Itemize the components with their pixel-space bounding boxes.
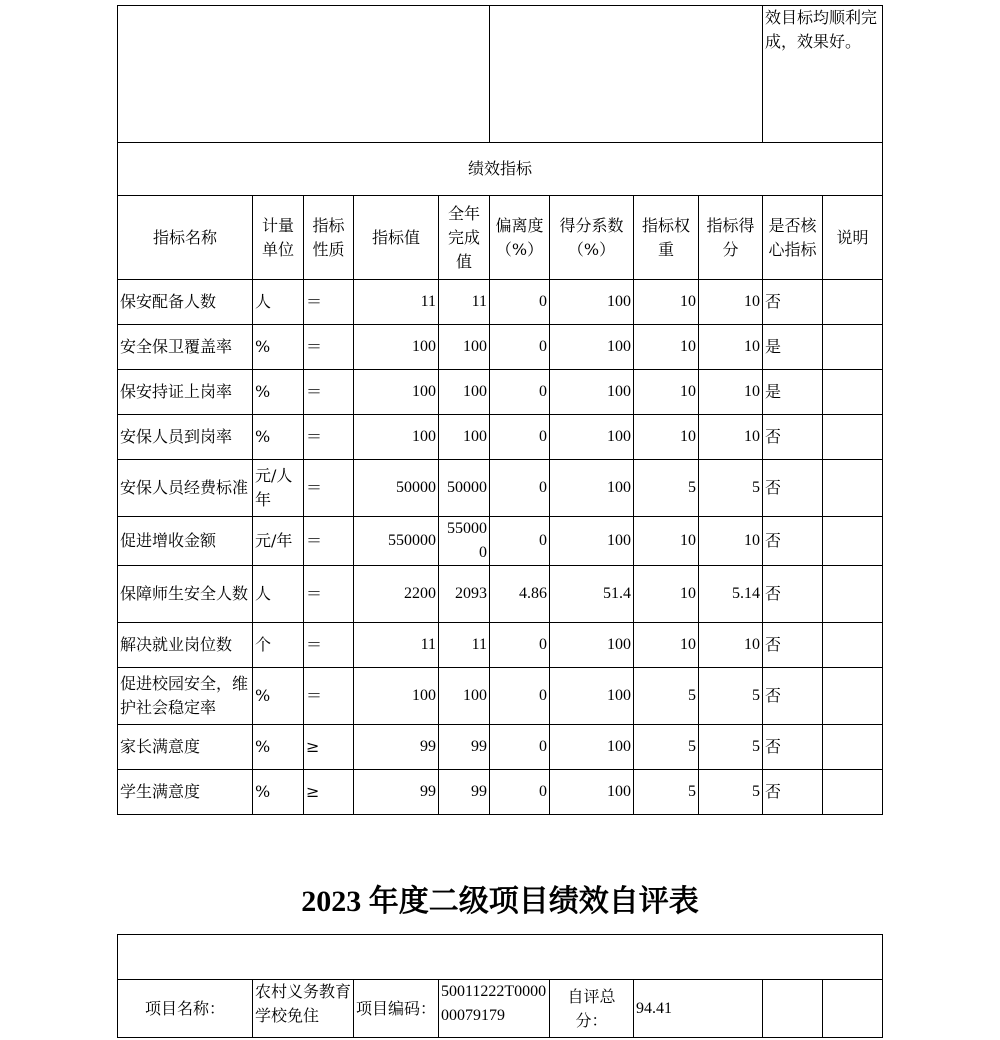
- indicator-row: [118, 725, 883, 770]
- score-cell: 10: [699, 517, 763, 566]
- coefficient-cell: 100: [550, 280, 634, 325]
- deviation-cell: 0: [490, 415, 550, 460]
- indicator-name-cell: 学生满意度: [118, 770, 253, 815]
- weight-cell: 5: [634, 770, 699, 815]
- deviation-cell: 0: [490, 280, 550, 325]
- unit-cell: 个: [253, 623, 304, 668]
- target-value-cell: 100: [354, 370, 439, 415]
- indicator-row: [118, 566, 883, 623]
- weight-cell: 5: [634, 460, 699, 517]
- weight-cell: 10: [634, 280, 699, 325]
- form-empty-cell: [823, 980, 883, 1038]
- note-cell: [823, 280, 883, 325]
- coefficient-cell: 100: [550, 770, 634, 815]
- deviation-cell: 0: [490, 668, 550, 725]
- nature-cell: ＝: [304, 280, 354, 325]
- unit-cell: %: [253, 415, 304, 460]
- deviation-cell: 4.86: [490, 566, 550, 623]
- target-value-cell: 50000: [354, 460, 439, 517]
- score-cell: 5.14: [699, 566, 763, 623]
- note-cell: [823, 370, 883, 415]
- header-deviation: 偏离度（%）: [490, 196, 550, 280]
- project-name-value: 农村义务教育学校免住: [253, 980, 354, 1038]
- indicator-name-cell: 保障师生安全人数: [118, 566, 253, 623]
- indicator-row: [118, 415, 883, 460]
- note-cell: [823, 517, 883, 566]
- indicator-row: [118, 668, 883, 725]
- unit-cell: 元/人年: [253, 460, 304, 517]
- core-indicator-cell: 否: [763, 415, 823, 460]
- indicator-row: [118, 370, 883, 415]
- deviation-cell: 0: [490, 517, 550, 566]
- core-indicator-cell: 否: [763, 668, 823, 725]
- nature-cell: ≥: [304, 725, 354, 770]
- note-cell: [823, 566, 883, 623]
- coefficient-cell: 100: [550, 517, 634, 566]
- header-coefficient: 得分系数（%）: [550, 196, 634, 280]
- indicator-row: [118, 623, 883, 668]
- nature-cell: ≥: [304, 770, 354, 815]
- core-indicator-cell: 否: [763, 280, 823, 325]
- deviation-cell: 0: [490, 325, 550, 370]
- actual-value-cell: 550000: [439, 517, 490, 566]
- weight-cell: 10: [634, 623, 699, 668]
- unit-cell: %: [253, 370, 304, 415]
- score-cell: 10: [699, 623, 763, 668]
- actual-value-cell: 11: [439, 623, 490, 668]
- coefficient-cell: 51.4: [550, 566, 634, 623]
- target-value-cell: 550000: [354, 517, 439, 566]
- score-cell: 10: [699, 370, 763, 415]
- unit-cell: %: [253, 668, 304, 725]
- top-note-text: 效目标均顺利完成，效果好。: [765, 8, 878, 51]
- nature-cell: ＝: [304, 566, 354, 623]
- project-code-label: 项目编码：: [354, 980, 439, 1038]
- actual-value-cell: 100: [439, 325, 490, 370]
- core-indicator-cell: 否: [763, 460, 823, 517]
- indicator-row: [118, 517, 883, 566]
- target-value-cell: 100: [354, 668, 439, 725]
- indicator-name-cell: 保安配备人数: [118, 280, 253, 325]
- actual-value-cell: 2093: [439, 566, 490, 623]
- indicator-name-cell: 安全保卫覆盖率: [118, 325, 253, 370]
- core-indicator-cell: 是: [763, 370, 823, 415]
- target-value-cell: 11: [354, 280, 439, 325]
- coefficient-cell: 100: [550, 370, 634, 415]
- form-info-row: [118, 980, 883, 1038]
- nature-cell: ＝: [304, 517, 354, 566]
- score-cell: 5: [699, 668, 763, 725]
- header-actual: 全年完成值: [439, 196, 490, 280]
- weight-cell: 10: [634, 566, 699, 623]
- header-target: 指标值: [354, 196, 439, 280]
- indicator-row: [118, 280, 883, 325]
- actual-value-cell: 50000: [439, 460, 490, 517]
- core-indicator-cell: 否: [763, 725, 823, 770]
- section-header: 绩效指标: [118, 143, 883, 196]
- nature-cell: ＝: [304, 415, 354, 460]
- score-cell: 5: [699, 725, 763, 770]
- header-unit: 计量单位: [253, 196, 304, 280]
- nature-cell: ＝: [304, 668, 354, 725]
- indicator-name-cell: 保安持证上岗率: [118, 370, 253, 415]
- project-code-value: 50011222T000000079179: [439, 980, 550, 1038]
- project-name-label: 项目名称：: [118, 980, 253, 1038]
- indicator-name-cell: 安保人员经费标准: [118, 460, 253, 517]
- deviation-cell: 0: [490, 770, 550, 815]
- header-nature: 指标性质: [304, 196, 354, 280]
- core-indicator-cell: 否: [763, 566, 823, 623]
- nature-cell: ＝: [304, 623, 354, 668]
- core-indicator-cell: 否: [763, 623, 823, 668]
- self-score-value: 94.41: [634, 980, 763, 1038]
- unit-cell: %: [253, 725, 304, 770]
- actual-value-cell: 100: [439, 668, 490, 725]
- self-score-label: 自评总分：: [550, 980, 634, 1038]
- target-value-cell: 99: [354, 725, 439, 770]
- note-cell: [823, 415, 883, 460]
- note-cell: [823, 325, 883, 370]
- note-cell: [823, 623, 883, 668]
- top-note-cell: [763, 6, 883, 143]
- top-middle-cell: [490, 6, 763, 143]
- coefficient-cell: 100: [550, 325, 634, 370]
- indicator-row: [118, 770, 883, 815]
- nature-cell: ＝: [304, 325, 354, 370]
- top-left-cell: [118, 6, 490, 143]
- deviation-cell: 0: [490, 725, 550, 770]
- nature-cell: ＝: [304, 370, 354, 415]
- score-cell: 10: [699, 280, 763, 325]
- unit-cell: %: [253, 325, 304, 370]
- score-cell: 10: [699, 415, 763, 460]
- coefficient-cell: 100: [550, 725, 634, 770]
- weight-cell: 5: [634, 725, 699, 770]
- unit-cell: 人: [253, 566, 304, 623]
- coefficient-cell: 100: [550, 623, 634, 668]
- unit-cell: 元/年: [253, 517, 304, 566]
- unit-cell: %: [253, 770, 304, 815]
- header-core: 是否核心指标: [763, 196, 823, 280]
- performance-indicator-table: [117, 5, 883, 815]
- core-indicator-cell: 否: [763, 770, 823, 815]
- header-weight: 指标权重: [634, 196, 699, 280]
- target-value-cell: 100: [354, 415, 439, 460]
- weight-cell: 10: [634, 325, 699, 370]
- deviation-cell: 0: [490, 370, 550, 415]
- form-empty-cell: [763, 980, 823, 1038]
- score-cell: 5: [699, 460, 763, 517]
- score-cell: 5: [699, 770, 763, 815]
- target-value-cell: 11: [354, 623, 439, 668]
- coefficient-cell: 100: [550, 668, 634, 725]
- indicator-row: [118, 325, 883, 370]
- core-indicator-cell: 是: [763, 325, 823, 370]
- deviation-cell: 0: [490, 623, 550, 668]
- note-cell: [823, 770, 883, 815]
- target-value-cell: 100: [354, 325, 439, 370]
- header-indicator-name: 指标名称: [118, 196, 253, 280]
- coefficient-cell: 100: [550, 460, 634, 517]
- note-cell: [823, 460, 883, 517]
- deviation-cell: 0: [490, 460, 550, 517]
- score-cell: 10: [699, 325, 763, 370]
- section-header-row: [118, 143, 883, 196]
- actual-value-cell: 100: [439, 370, 490, 415]
- indicator-row: [118, 460, 883, 517]
- coefficient-cell: 100: [550, 415, 634, 460]
- nature-cell: ＝: [304, 460, 354, 517]
- weight-cell: 10: [634, 517, 699, 566]
- header-row: [118, 196, 883, 280]
- core-indicator-cell: 否: [763, 517, 823, 566]
- top-section-row: [118, 6, 883, 143]
- actual-value-cell: 99: [439, 725, 490, 770]
- unit-cell: 人: [253, 280, 304, 325]
- weight-cell: 10: [634, 415, 699, 460]
- target-value-cell: 99: [354, 770, 439, 815]
- form-blank-row: [118, 935, 883, 980]
- indicator-name-cell: 解决就业岗位数: [118, 623, 253, 668]
- actual-value-cell: 99: [439, 770, 490, 815]
- actual-value-cell: 11: [439, 280, 490, 325]
- header-score: 指标得分: [699, 196, 763, 280]
- form-blank-cell: [118, 935, 883, 980]
- note-cell: [823, 668, 883, 725]
- target-value-cell: 2200: [354, 566, 439, 623]
- form-title: 2023 年度二级项目绩效自评表: [301, 885, 699, 918]
- indicator-name-cell: 安保人员到岗率: [118, 415, 253, 460]
- note-cell: [823, 725, 883, 770]
- weight-cell: 5: [634, 668, 699, 725]
- indicator-name-cell: 促进校园安全，维护社会稳定率: [118, 668, 253, 725]
- self-evaluation-form: [117, 934, 883, 1038]
- actual-value-cell: 100: [439, 415, 490, 460]
- indicator-name-cell: 家长满意度: [118, 725, 253, 770]
- weight-cell: 10: [634, 370, 699, 415]
- indicator-name-cell: 促进增收金额: [118, 517, 253, 566]
- header-note: 说明: [823, 196, 883, 280]
